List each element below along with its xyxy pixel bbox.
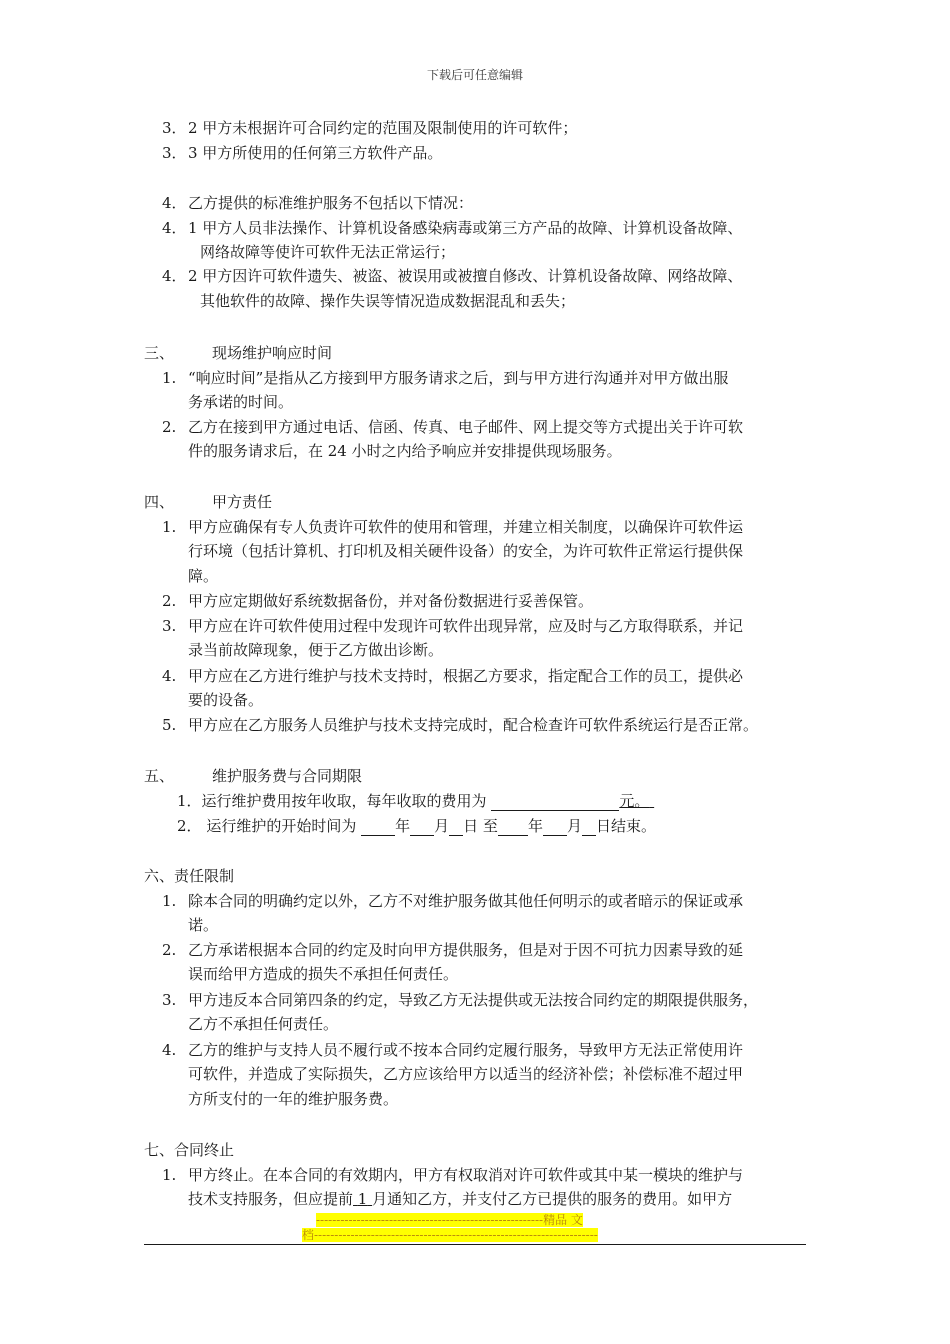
- clause-4-1: 4．1 甲方人员非法操作、计算机设备感染病毒或第三方产品的故障、计算机设备故障、: [162, 219, 743, 237]
- section-4-item-5: 5. 甲方应在乙方服务人员维护与技术支持完成时，配合检查许可软件系统运行是否正常。: [162, 716, 759, 734]
- clause-4-1-cont: 网络故障等使许可软件无法正常运行；: [200, 243, 456, 261]
- section-3-item-1-cont: 务承诺的时间。: [188, 393, 294, 411]
- section-3-item-1: 1. “响应时间”是指从乙方接到甲方服务请求之后，到与甲方进行沟通并对甲方做出服: [162, 369, 729, 387]
- section-5-item-1: 1．运行维护费用按年收取，每年收取的费用为 元。: [177, 792, 650, 810]
- section-4-item-4: 4. 甲方应在乙方进行维护与技术支持时，根据乙方要求，指定配合工作的员工，提供必: [162, 667, 744, 685]
- clause-4: 4．乙方提供的标准维护服务不包括以下情况：: [162, 194, 474, 212]
- section-3-item-2-cont: 件的服务请求后，在 24 小时之内给予响应并安排提供现场服务。: [188, 442, 622, 460]
- footer-mark-line1: --------------------------------------------------------精品 文: [316, 1213, 583, 1227]
- section-6-heading: 六、责任限制: [144, 867, 235, 885]
- section-4-item-2: 2. 甲方应定期做好系统数据备份，并对备份数据进行妥善保管。: [162, 592, 594, 610]
- section-6-item-2-cont: 误而给甲方造成的损失不承担任何责任。: [188, 965, 459, 983]
- footer-divider: [144, 1244, 806, 1245]
- section-7-item-1: 1. 甲方终止。在本合同的有效期内，甲方有权取消对许可软件或其中某一模块的维护与: [162, 1166, 744, 1184]
- section-6-item-3-cont: 乙方不承担任何责任。: [188, 1015, 339, 1033]
- section-6-item-4-cont: 可软件，并造成了实际损失，乙方应该给甲方以适当的经济补偿；补偿标准不超过甲: [188, 1065, 744, 1083]
- section-4-item-1-cont: 行环境（包括计算机、打印机及相关硬件设备）的安全，为许可软件正常运行提供保: [188, 542, 744, 560]
- section-6-item-1-cont: 诺。: [188, 916, 219, 934]
- clause-3-3: 3．3 甲方所使用的任何第三方软件产品。: [162, 144, 443, 162]
- section-6-item-4: 4. 乙方的维护与支持人员不履行或不按本合同约定履行服务，导致甲方无法正常使用许: [162, 1041, 744, 1059]
- section-7-item-1-cont: 技术支持服务，但应提前 1 月通知乙方，并支付乙方已提供的服务的费用。如甲方: [188, 1190, 733, 1208]
- section-3-item-2: 2. 乙方在接到甲方通过电话、信函、传真、电子邮件、网上提交等方式提出关于许可软: [162, 418, 744, 436]
- section-4-item-1-cont2: 障。: [188, 567, 219, 585]
- section-6-item-4-cont2: 方所支付的一年的维护服务费。: [188, 1090, 399, 1108]
- section-4-item-3: 3. 甲方应在许可软件使用过程中发现许可软件出现异常，应及时与乙方取得联系，并记: [162, 617, 744, 635]
- section-3-heading: 三、 现场维护响应时间: [144, 344, 333, 362]
- clause-3-2: 3．2 甲方未根据许可合同约定的范围及限制使用的许可软件；: [162, 119, 578, 137]
- clause-4-2-cont: 其他软件的故障、操作失误等情况造成数据混乱和丢失；: [200, 292, 576, 310]
- page-header: 下载后可任意编辑: [426, 68, 523, 82]
- section-6-item-3: 3. 甲方违反本合同第四条的约定，导致乙方无法提供或无法按合同约定的期限提供服务，: [162, 991, 759, 1009]
- section-6-item-1: 1. 除本合同的明确约定以外，乙方不对维护服务做其他任何明示的或者暗示的保证或承: [162, 892, 744, 910]
- section-4-item-1: 1. 甲方应确保有专人负责许可软件的使用和管理，并建立相关制度，以确保许可软件运: [162, 518, 744, 536]
- section-6-item-2: 2. 乙方承诺根据本合同的约定及时向甲方提供服务，但是对于因不可抗力因素导致的延: [162, 941, 744, 959]
- section-5-item-2: 2． 运行维护的开始时间为 年 月 日 至 年 月 日结束。: [177, 817, 656, 835]
- section-7-heading: 七、合同终止: [144, 1141, 235, 1159]
- notice-months: 1: [357, 1190, 368, 1208]
- section-4-heading: 四、 甲方责任: [144, 493, 273, 511]
- clause-4-2: 4．2 甲方因许可软件遗失、被盗、被误用或被擅自修改、计算机设备故障、网络故障、: [162, 267, 743, 285]
- section-4-item-3-cont: 录当前故障现象，便于乙方做出诊断。: [188, 641, 444, 659]
- section-4-item-4-cont: 要的设备。: [188, 691, 264, 709]
- section-5-heading: 五、 维护服务费与合同期限: [144, 767, 363, 785]
- footer-mark-line2: 档----------------------------------------------------------------------: [302, 1228, 598, 1242]
